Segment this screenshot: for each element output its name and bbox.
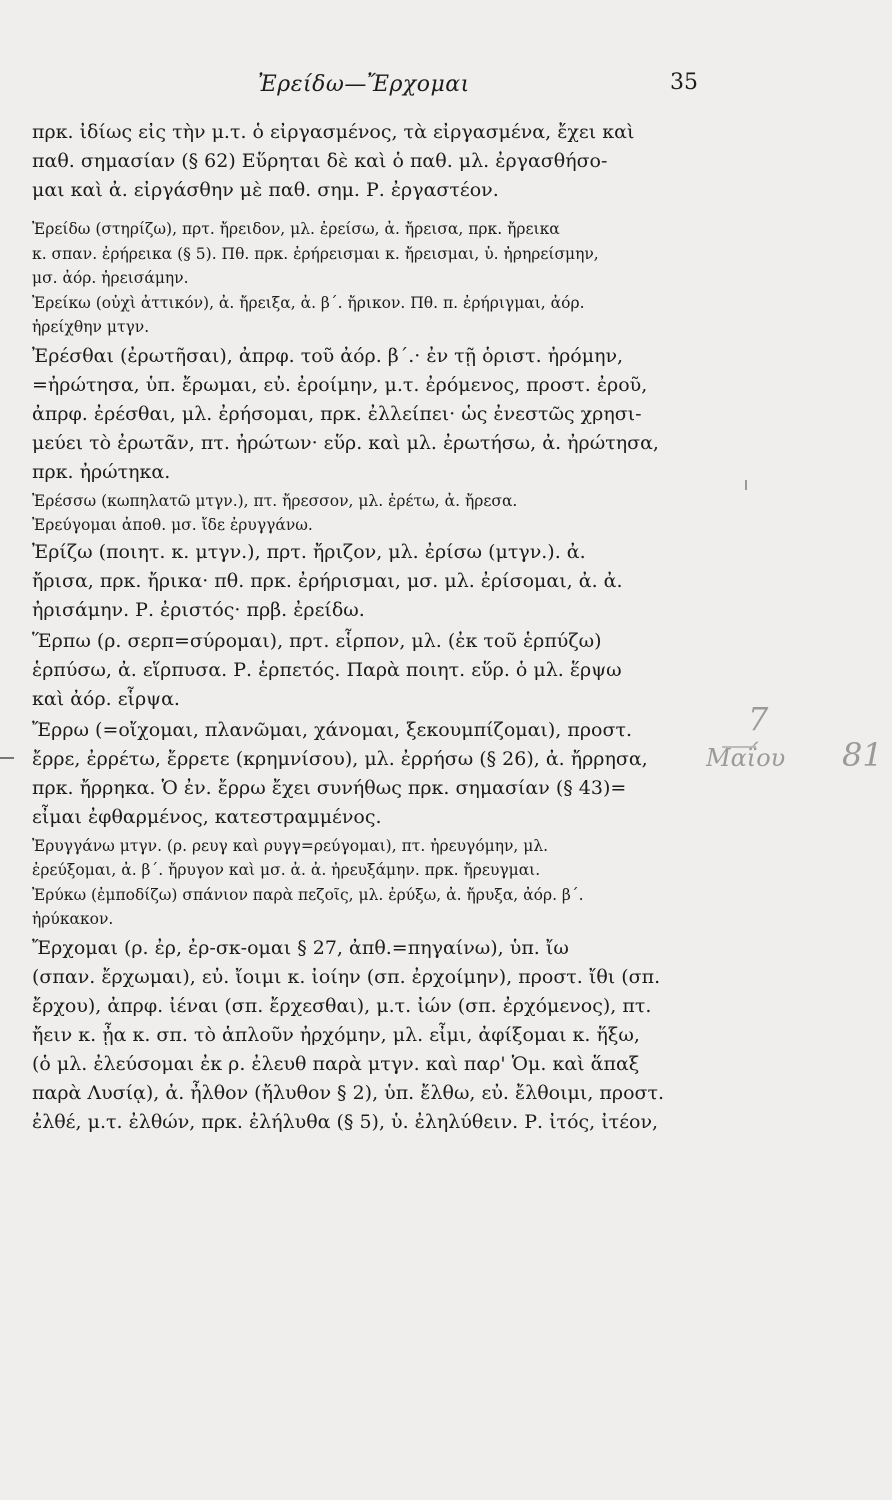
entry-gap [32, 205, 732, 217]
text-line: παρὰ Λυσίᾳ), ἀ. ἦλθον (ἤλυθον § 2), ὑπ. ἔλθω, εὐ. ἔλθοιμι, προστ. [32, 1081, 665, 1104]
text-line: μσ. ἀόρ. ἠρεισάμην. [32, 269, 189, 287]
text-line: Ἔρχομαι (ρ. ἐρ, ἐρ-σκ-ομαι § 27, ἀπθ.=πηγαίνω), ὑπ. ἴω [32, 936, 569, 959]
text-line: (ὁ μλ. ἐλεύσομαι ἐκ ρ. ἐλευθ παρὰ μτγν. καὶ παρ' Ὁμ. καὶ ἅπαξ [32, 1052, 640, 1075]
text-line: ἠρείχθην μτγν. [32, 318, 150, 336]
running-title: Ἐρείδω—Ἔρχομαι [258, 72, 470, 97]
text-line: καὶ ἀόρ. εἷρψα. [32, 687, 180, 710]
margin-tick [745, 480, 747, 490]
text-line: μεύει τὸ ἐρωτᾶν, πτ. ἠρώτων· εὕρ. καὶ μλ. ἐρωτήσω, ἀ. ἠρώτησα, [32, 431, 659, 454]
text-line: (σπαν. ἔρχωμαι), εὐ. ἴοιμι κ. ἰοίην (σπ. ἐρχοίμην), προστ. ἴθι (σπ. [32, 965, 661, 988]
text-line: ἔρρε, ἐρρέτω, ἔρρετε (κρημνίσου), μλ. ἐρρήσω (§ 26), ἀ. ἤρρησα, [32, 747, 648, 770]
text-line: πρκ. ἰδίως εἰς τὴν μ.τ. ὁ εἰργασμένος, τὰ εἰργασμένα, ἔχει καὶ [32, 121, 635, 143]
text-line: =ἠρώτησα, ὑπ. ἔρωμαι, εὐ. ἐροίμην, μ.τ. ἐρόμενος, προστ. ἐροῦ, [32, 373, 648, 396]
margin-rule [0, 757, 14, 759]
text-line: ἑρπύσω, ἀ. εἵρπυσα. Ρ. ἑρπετός. Παρὰ ποιητ. εὕρ. ὁ μλ. ἕρψω [32, 658, 622, 681]
text-line: ἤρισα, πρκ. ἤρικα· πθ. πρκ. ἐρήρισμαι, μσ. μλ. ἐρίσομαι, ἀ. ἀ. [32, 569, 623, 592]
text-line: Ἐρείδω (στηρίζω), πρτ. ἤρειδον, μλ. ἐρείσω, ἀ. ἤρεισα, πρκ. ἤρεικα [32, 220, 560, 238]
text-line: ἠρύκακον. [32, 910, 114, 928]
text-line: ἔρχου), ἀπρφ. ἰέναι (σπ. ἔρχεσθαι), μ.τ. ἰών (σπ. ἐρχόμενος), πτ. [32, 994, 652, 1017]
running-header [0, 60, 892, 100]
dictionary-entries [32, 118, 732, 1137]
text-line: ἀπρφ. ἐρέσθαι, μλ. ἐρήσομαι, πρκ. ἐλλείπει· ὡς ἐνεστῶς χρησι- [32, 402, 642, 425]
text-line: παθ. σημασίαν (§ 62) Εὕρηται δὲ καὶ ὁ παθ. μλ. ἐργασθήσο- [32, 150, 608, 172]
text-line: ἠρισάμην. Ρ. ἐριστός· πρβ. ἐρείδω. [32, 598, 365, 621]
text-line: Ἐρείκω (οὐχὶ ἀττικόν), ἀ. ἤρειξα, ἀ. β΄. ἤρικον. Πθ. π. ἐρήριγμαι, ἀόρ. [32, 293, 585, 312]
text-line: ἤειν κ. ᾖα κ. σπ. τὸ ἁπλοῦν ἠρχόμην, μλ. εἶμι, ἀφίξομαι κ. ἥξω, [32, 1023, 640, 1046]
page-number: 35 [670, 70, 698, 95]
text-line: Ἐρίζω (ποιητ. κ. μτγν.), πρτ. ἤριζον, μλ. ἐρίσω (μτγν.). ἀ. [32, 540, 586, 563]
handwritten-note-number: 81 [842, 736, 883, 774]
text-line: ἐλθέ, μ.τ. ἐλθών, πρκ. ἐλήλυθα (§ 5), ὑ. ἐληλύθειν. Ρ. ἰτός, ἰτέον, [32, 1110, 659, 1133]
text-line: Ἐρεύγομαι ἀποθ. μσ. ἴδε ἐρυγγάνω. [32, 516, 313, 534]
text-line: κ. σπαν. ἐρήρεικα (§ 5). Πθ. πρκ. ἐρήρεισμαι κ. ἤρεισμαι, ὑ. ἠρηρείσμην, [32, 244, 599, 263]
handwritten-note-day: 7 [748, 700, 769, 738]
text-line: εἶμαι ἐφθαρμένος, κατεστραμμένος. [32, 805, 382, 828]
text-line: Ἐρέσσω (κωπηλατῶ μτγν.), πτ. ἤρεσσον, μλ. ἐρέτω, ἀ. ἤρεσα. [32, 491, 518, 510]
text-line: Ἐρυγγάνω μτγν. (ρ. ρευγ καὶ ρυγγ=ρεύγομαι), πτ. ἠρευγόμην, μλ. [32, 836, 549, 855]
text-line: Ἔρρω (=οἴχομαι, πλανῶμαι, χάνομαι, ξεκουμπίζομαι), προστ. [32, 718, 632, 741]
text-line: πρκ. ἠρώτηκα. [32, 460, 171, 483]
text-line: μαι καὶ ἀ. εἰργάσθην μὲ παθ. σημ. Ρ. ἐργαστέον. [32, 179, 499, 201]
text-line: Ἕρπω (ρ. σερπ=σύρομαι), πρτ. εἷρπον, μλ. (ἐκ τοῦ ἑρπύζω) [32, 629, 602, 652]
text-line: Ἐρέσθαι (ἐρωτῆσαι), ἀπρφ. τοῦ ἀόρ. β΄.· ἐν τῇ ὁριστ. ἠρόμην, [32, 344, 624, 367]
text-line: πρκ. ἤρρηκα. Ὁ ἐν. ἔρρω ἔχει συνήθως πρκ. σημασίαν (§ 43)= [32, 776, 627, 799]
text-line: Ἐρύκω (ἐμποδίζω) σπάνιον παρὰ πεζοῖς, μλ. ἐρύξω, ἀ. ἤρυξα, ἀόρ. β΄. [32, 885, 584, 904]
text-line: ἐρεύξομαι, ἀ. β΄. ἤρυγον καὶ μσ. ἀ. ἀ. ἠρευξάμην. πρκ. ἤρευγμαι. [32, 861, 541, 879]
handwritten-note-month: Μαΐου [706, 744, 786, 772]
